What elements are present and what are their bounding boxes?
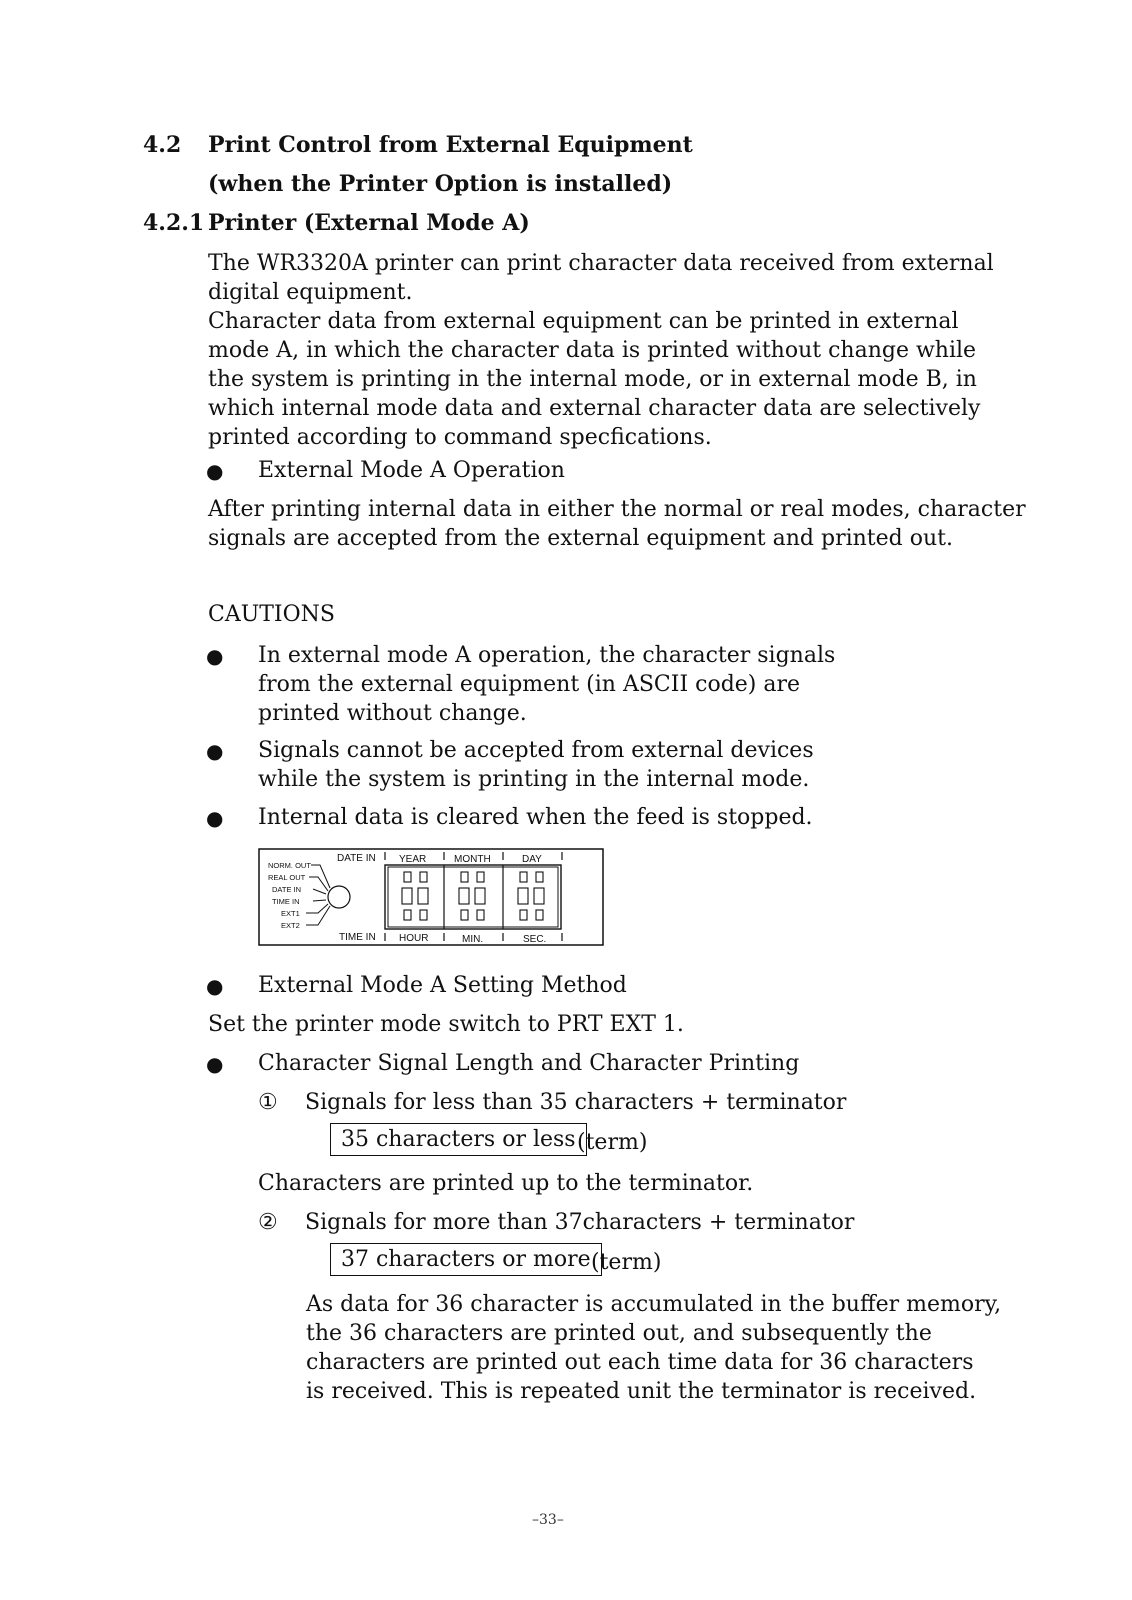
bullet-icon: ● [206,974,224,998]
switch-label: REAL OUT [268,873,306,882]
caution-item [258,803,813,832]
case2-term: (term) [591,1250,662,1275]
intro-paragraph [208,249,994,452]
mode-switch-knob [328,886,350,908]
bullet-icon: ● [206,1052,224,1076]
case2-text: Signals for more than 37characters + terminator [305,1210,855,1235]
switch-label: DATE IN [272,885,302,894]
panel-label: TIME IN [339,932,376,943]
case2-note-line: the 36 characters are printed out, and subsequently the [306,1321,932,1346]
panel-label: SEC. [523,934,547,945]
subsection-number: 4.2.1 [143,210,205,236]
subsection-title: Printer (External Mode A) [208,210,530,236]
panel-label: HOUR [399,933,429,944]
case2-marker: ② [258,1210,278,1235]
bullet-icon: ● [206,459,224,483]
section-number: 4.2 [143,132,182,158]
panel-label: YEAR [399,854,427,865]
case1-note: Characters are printed up to the terminator. [258,1171,754,1196]
op-paragraph [208,495,1026,553]
panel-label: MONTH [454,854,491,865]
switch-label: EXT1 [281,909,300,918]
case2-note-line: characters are printed out each time data for 36 characters [306,1350,974,1375]
intro-line: the system is printing in the internal mode, or in external mode B, in [208,367,977,392]
bullet-icon: ● [206,644,224,668]
intro-line: The WR3320A printer can print character data received from external [208,251,994,276]
switch-leaders [306,865,330,925]
switch-label: NORM. OUT [268,861,311,870]
op-line: signals are accepted from the external equipment and printed out. [208,526,953,551]
switch-label: TIME IN [272,897,300,906]
intro-line: printed according to command specfications. [208,425,712,450]
caution-line: while the system is printing in the internal mode. [258,767,810,792]
setting-heading: External Mode A Setting Method [258,973,627,998]
caution-line: In external mode A operation, the character signals [258,643,836,668]
length-heading: Character Signal Length and Character Printing [258,1051,800,1076]
switch-label: EXT2 [281,921,300,930]
bullet-icon: ● [206,806,224,830]
intro-line: which internal mode data and external character data are selectively [208,396,981,421]
section-title-line2: (when the Printer Option is installed) [208,171,673,197]
panel-diagram [258,848,604,946]
intro-line: mode A, in which the character data is printed without change while [208,338,977,363]
panel-label: MIN. [462,934,484,945]
cautions-heading: CAUTIONS [208,602,335,627]
case2-box: 37 characters or more [330,1243,602,1276]
section-title: Print Control from External Equipment [208,132,693,158]
page-number: –33– [532,1512,564,1528]
caution-item [258,641,835,728]
case1-box: 35 characters or less [330,1123,587,1156]
caution-item [258,736,814,794]
caution-line: from the external equipment (in ASCII code) are [258,672,801,697]
setting-text: Set the printer mode switch to PRT EXT 1. [208,1012,684,1037]
case1-text: Signals for less than 35 characters + terminator [305,1090,847,1115]
op-heading: External Mode A Operation [258,458,565,483]
panel-label: DAY [522,854,542,865]
intro-line: Character data from external equipment can be printed in external [208,309,959,334]
case1-term: (term) [577,1130,648,1155]
op-line: After printing internal data in either the normal or real modes, character [208,497,1026,522]
panel-label: DATE IN [337,853,376,864]
digit-buttons [402,872,544,920]
case2-note [306,1290,1001,1406]
case2-note-line: As data for 36 character is accumulated in the buffer memory, [306,1292,1002,1317]
case1-marker: ① [258,1090,278,1115]
intro-line: digital equipment. [208,280,413,305]
bullet-icon: ● [206,739,224,763]
caution-line: printed without change. [258,701,527,726]
caution-line: Signals cannot be accepted from external devices [258,738,814,763]
case2-note-line: is received. This is repeated unit the terminator is received. [306,1379,977,1404]
caution-line: Internal data is cleared when the feed is stopped. [258,805,813,830]
